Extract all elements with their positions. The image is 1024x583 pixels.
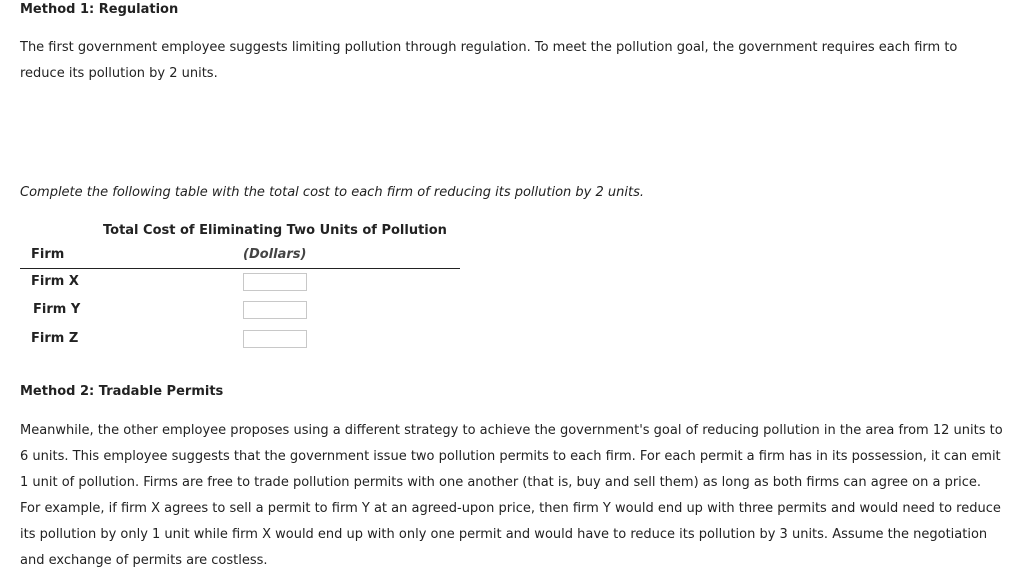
table-row-firm-x-label: Firm X [31,274,79,289]
table-col-firm: Firm [31,247,65,262]
table-title: Total Cost of Eliminating Two Units of Pollution [103,223,447,238]
method2-paragraph-line: Meanwhile, the other employee proposes using a different strategy to achieve the government's goal of reducing pollution in the area from 12 units to [20,423,1003,438]
method2-paragraph-line: its pollution by only 1 unit while firm X would end up with only one permit and would have to reduce its pollution by 3 units. Assume the negotiation [20,527,988,542]
method1-heading: Method 1: Regulation [20,2,179,17]
table-row-firm-y-label: Firm Y [33,302,81,317]
method1-paragraph-line: reduce its pollution by 2 units. [20,66,218,81]
method2-heading: Method 2: Tradable Permits [20,384,224,399]
table-col-dollars: (Dollars) [243,247,307,262]
firm-z-cost-input[interactable] [243,330,307,348]
firm-y-cost-input[interactable] [243,301,307,319]
table-row-firm-z-label: Firm Z [31,331,79,346]
table-header-rule [20,268,460,269]
method2-paragraph-line: 1 unit of pollution. Firms are free to trade pollution permits with one another (that is, buy and sell them) as long as both firms can agree on a price. [20,475,982,490]
table-instruction: Complete the following table with the total cost to each firm of reducing its pollution by 2 units. [20,185,644,200]
method1-paragraph-line: The first government employee suggests limiting pollution through regulation. To meet the pollution goal, the government requires each firm to [20,40,958,55]
method2-paragraph-line: 6 units. This employee suggests that the government issue two pollution permits to each firm. For each permit a firm has in its possession, it can emit [20,449,1001,464]
firm-x-cost-input[interactable] [243,273,307,291]
method1-paragraph [20,35,957,87]
method2-paragraph [20,418,1003,574]
method2-paragraph-line: and exchange of permits are costless. [20,553,268,568]
method2-paragraph-line: For example, if firm X agrees to sell a permit to firm Y at an agreed-upon price, then firm Y would end up with three permits and would need to reduce [20,501,1001,516]
